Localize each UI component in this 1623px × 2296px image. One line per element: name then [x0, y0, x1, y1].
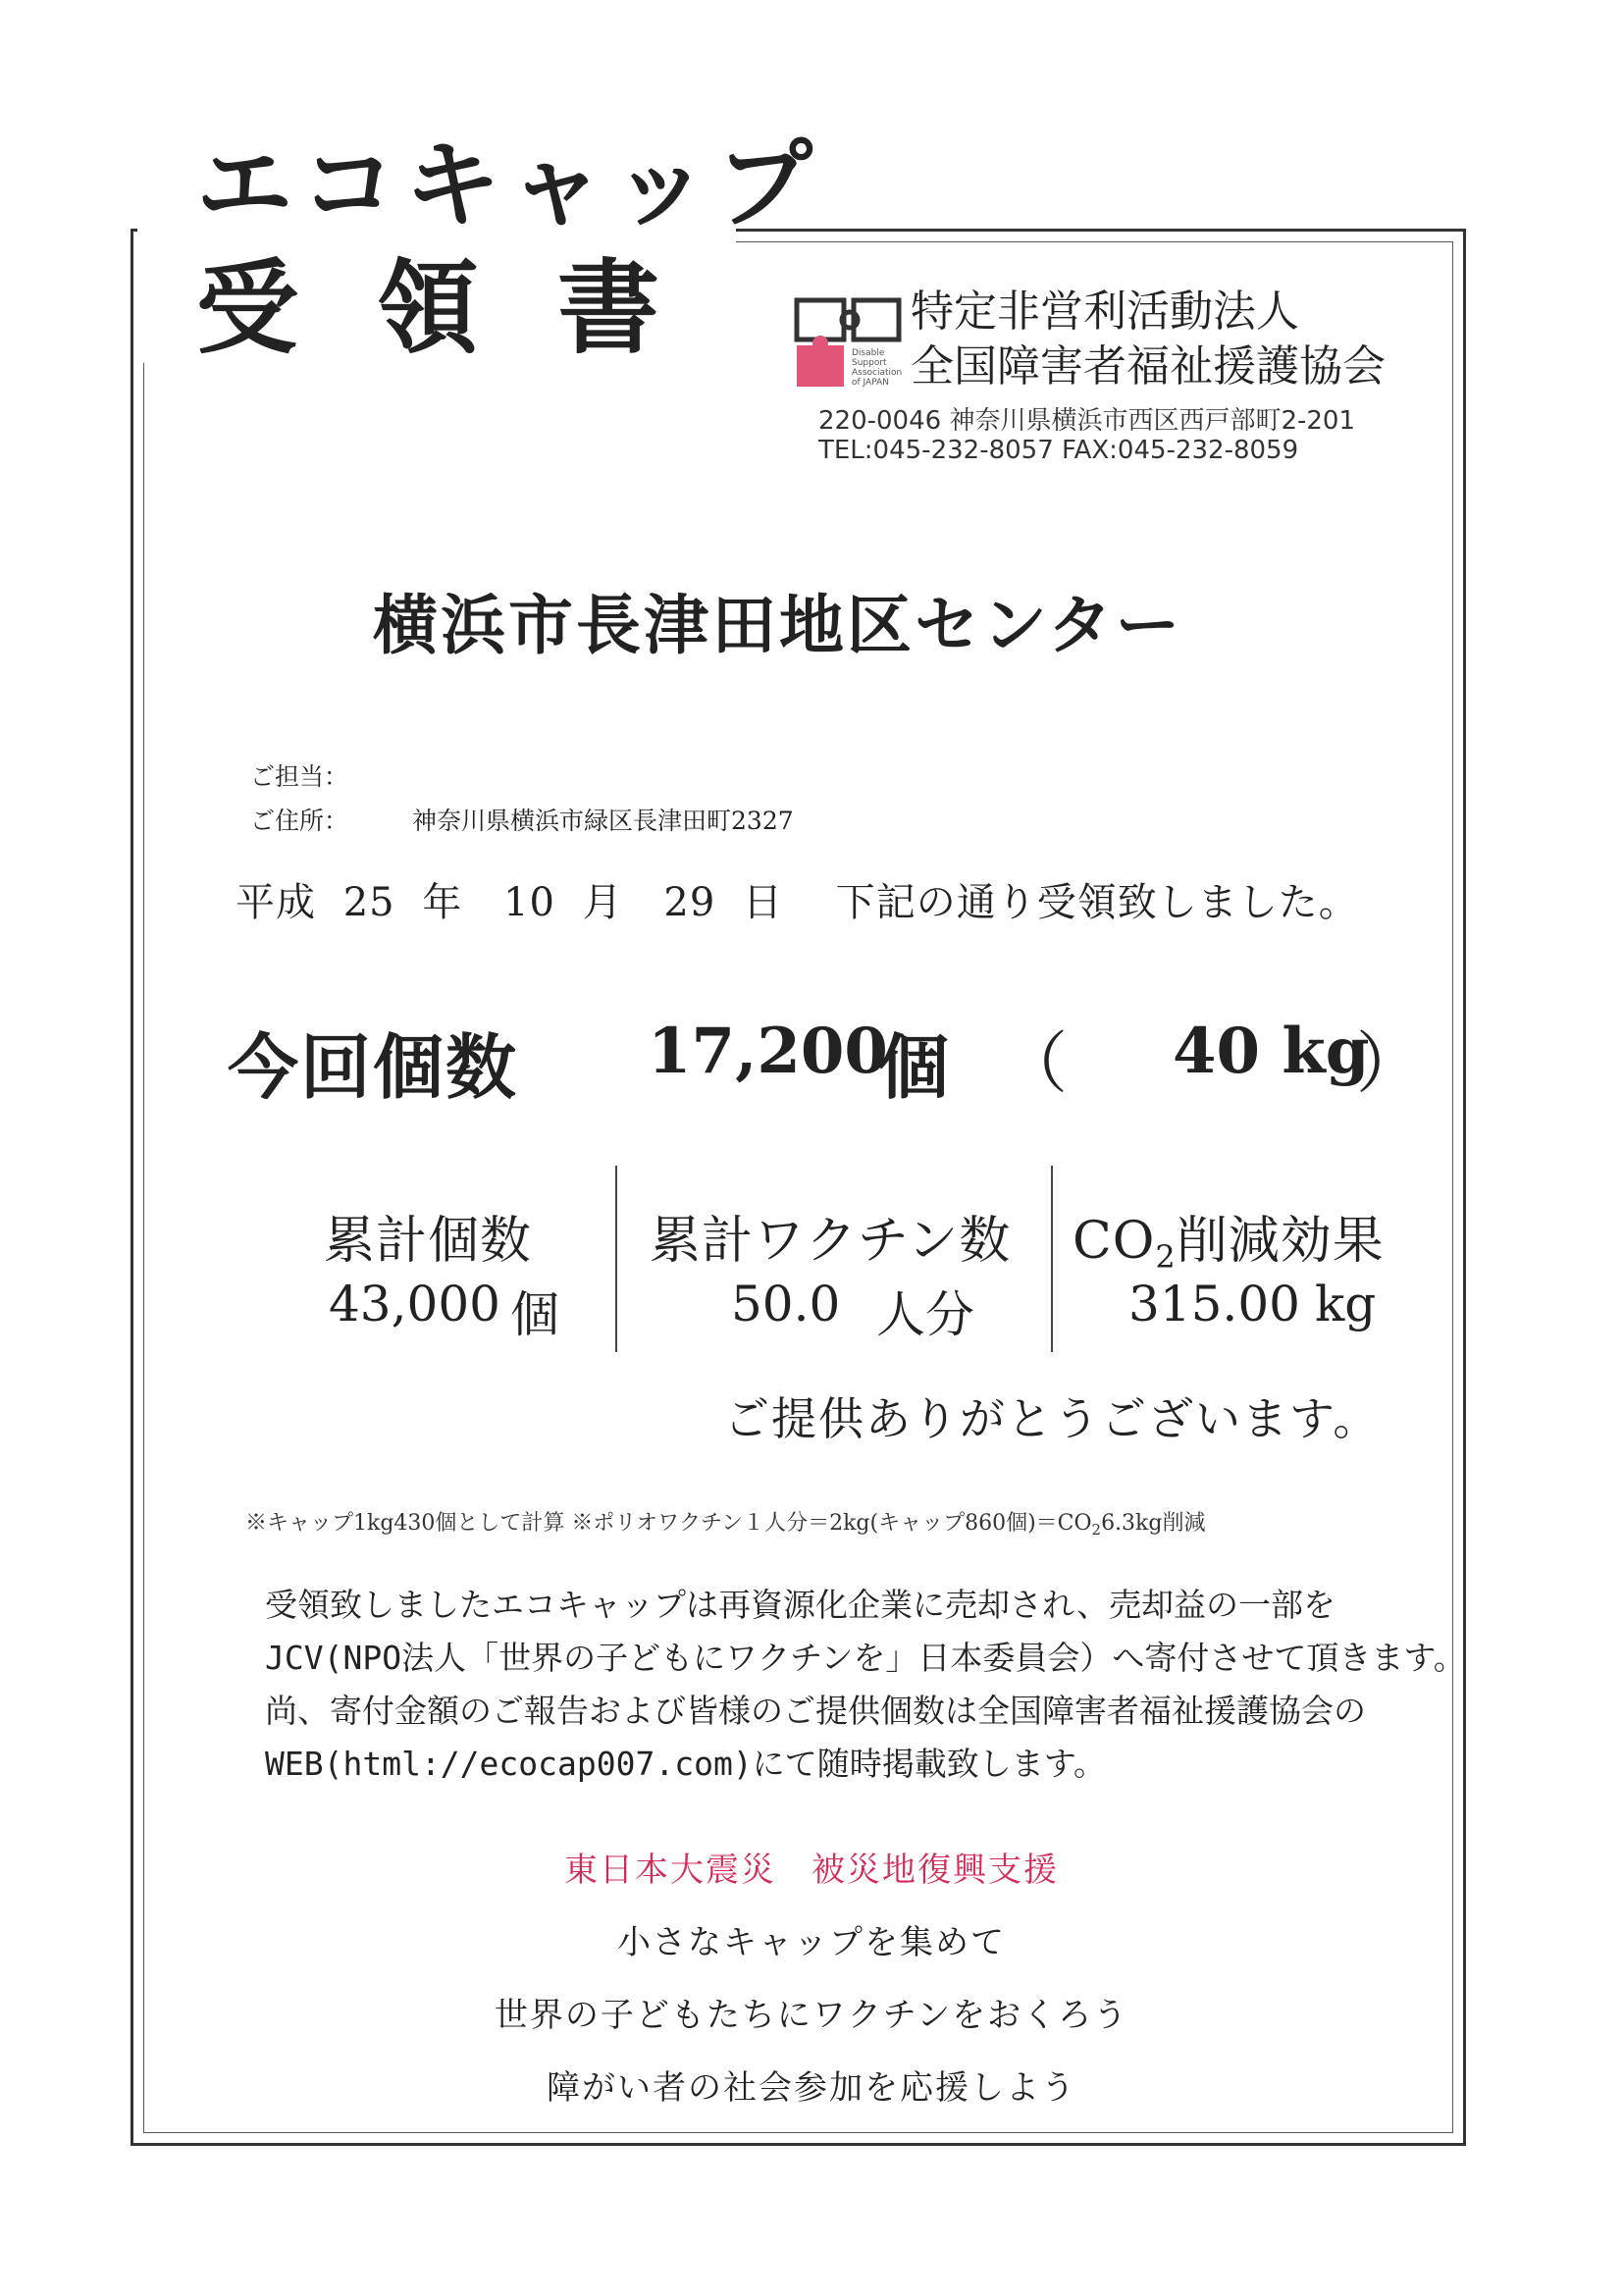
- stats-divider: [615, 1166, 617, 1352]
- body-line: 受領致しましたエコキャップは再資源化企業に売却され、売却益の一部を: [265, 1586, 1335, 1624]
- current-count-label: 今回個数: [228, 1025, 519, 1109]
- current-count-unit: 個: [878, 1025, 950, 1109]
- date-day: 29: [663, 880, 716, 925]
- total-count-unit: 個: [510, 1286, 559, 1343]
- weight-paren-close: ）: [1356, 1025, 1424, 1103]
- body-line: WEB(html://ecocap007.com)にて随時掲載致します。: [265, 1745, 1107, 1783]
- document-title-line2: 受領書: [196, 247, 739, 368]
- total-count-value: 43,000: [329, 1276, 500, 1332]
- stats-divider: [1051, 1166, 1053, 1352]
- current-weight-value: 40 kg: [1173, 1015, 1370, 1088]
- date-year-unit: 年: [422, 880, 463, 925]
- date-day-unit: 日: [743, 880, 784, 925]
- receipt-date-row: [236, 871, 1359, 927]
- co2-reduction-value: 315.00: [1128, 1276, 1300, 1332]
- svg-text:Disable: Disable: [852, 348, 885, 358]
- calculation-note: [245, 1506, 1205, 1539]
- thanks-message: ご提供ありがとうございます。: [724, 1392, 1381, 1445]
- date-message: 下記の通り受領致しました。: [835, 880, 1359, 925]
- total-vaccine-value: 50.0: [731, 1276, 841, 1332]
- date-month-unit: 月: [582, 880, 623, 925]
- co2-label-pre: CO: [1073, 1212, 1156, 1271]
- contact-person-label: ご担当：: [250, 762, 349, 791]
- note-sub: 2: [1091, 1521, 1102, 1539]
- svg-text:of JAPAN: of JAPAN: [852, 378, 889, 388]
- current-count-value: 17,200: [648, 1015, 888, 1088]
- slogan-line: 世界の子どもたちにワクチンをおくろう: [494, 1996, 1129, 2035]
- body-line: 尚、寄付金額のご報告および皆様のご提供個数は全国障害者福祉援護協会の: [265, 1692, 1366, 1730]
- date-month: 10: [503, 880, 555, 925]
- note-pre: ※キャップ1kg430個として計算 ※ポリオワクチン１人分＝2kg(キャップ860個)＝CO: [245, 1511, 1092, 1536]
- total-count-label: 累計個数: [324, 1212, 533, 1271]
- co2-reduction-unit: kg: [1315, 1276, 1377, 1332]
- org-type: 特定非営利活動法人: [911, 287, 1299, 337]
- org-tel-fax: TEL:045-232-8057 FAX:045-232-8059: [818, 436, 1299, 465]
- address-value: 神奈川県横浜市緑区長津田町2327: [412, 807, 794, 835]
- date-year: 25: [342, 880, 395, 925]
- recipient-name: 横浜市長津田地区センター: [373, 587, 1183, 663]
- address-label: ご住所：: [250, 807, 349, 835]
- svg-text:Support: Support: [852, 358, 887, 368]
- org-name: 全国障害者福祉援護協会: [911, 341, 1386, 391]
- co2-label-post: 削減効果: [1176, 1212, 1385, 1271]
- co2-label-sub: 2: [1155, 1238, 1177, 1276]
- puzzle-logo-icon: [793, 294, 903, 392]
- total-vaccine-label: 累計ワクチン数: [650, 1212, 1012, 1271]
- disaster-support-slogan: 東日本大震災 被災地復興支援: [564, 1851, 1059, 1890]
- weight-paren-open: （: [1001, 1025, 1069, 1103]
- document-title-line1: エコキャップ: [196, 129, 821, 241]
- co2-reduction-label: [1073, 1199, 1385, 1276]
- total-vaccine-unit: 人分: [876, 1286, 974, 1343]
- date-era: 平成: [236, 880, 316, 925]
- svg-text:Association: Association: [852, 368, 903, 378]
- org-address: 220-0046 神奈川県横浜市西区西戸部町2-201: [818, 406, 1355, 436]
- slogan-line: 小さなキャップを集めて: [617, 1923, 1006, 1962]
- note-post: 6.3kg削減: [1101, 1511, 1206, 1536]
- body-line: JCV(NPO法人「世界の子どもにワクチンを」日本委員会）へ寄付させて頂きます。: [265, 1639, 1466, 1677]
- slogan-line: 障がい者の社会参加を応援しよう: [547, 2068, 1076, 2108]
